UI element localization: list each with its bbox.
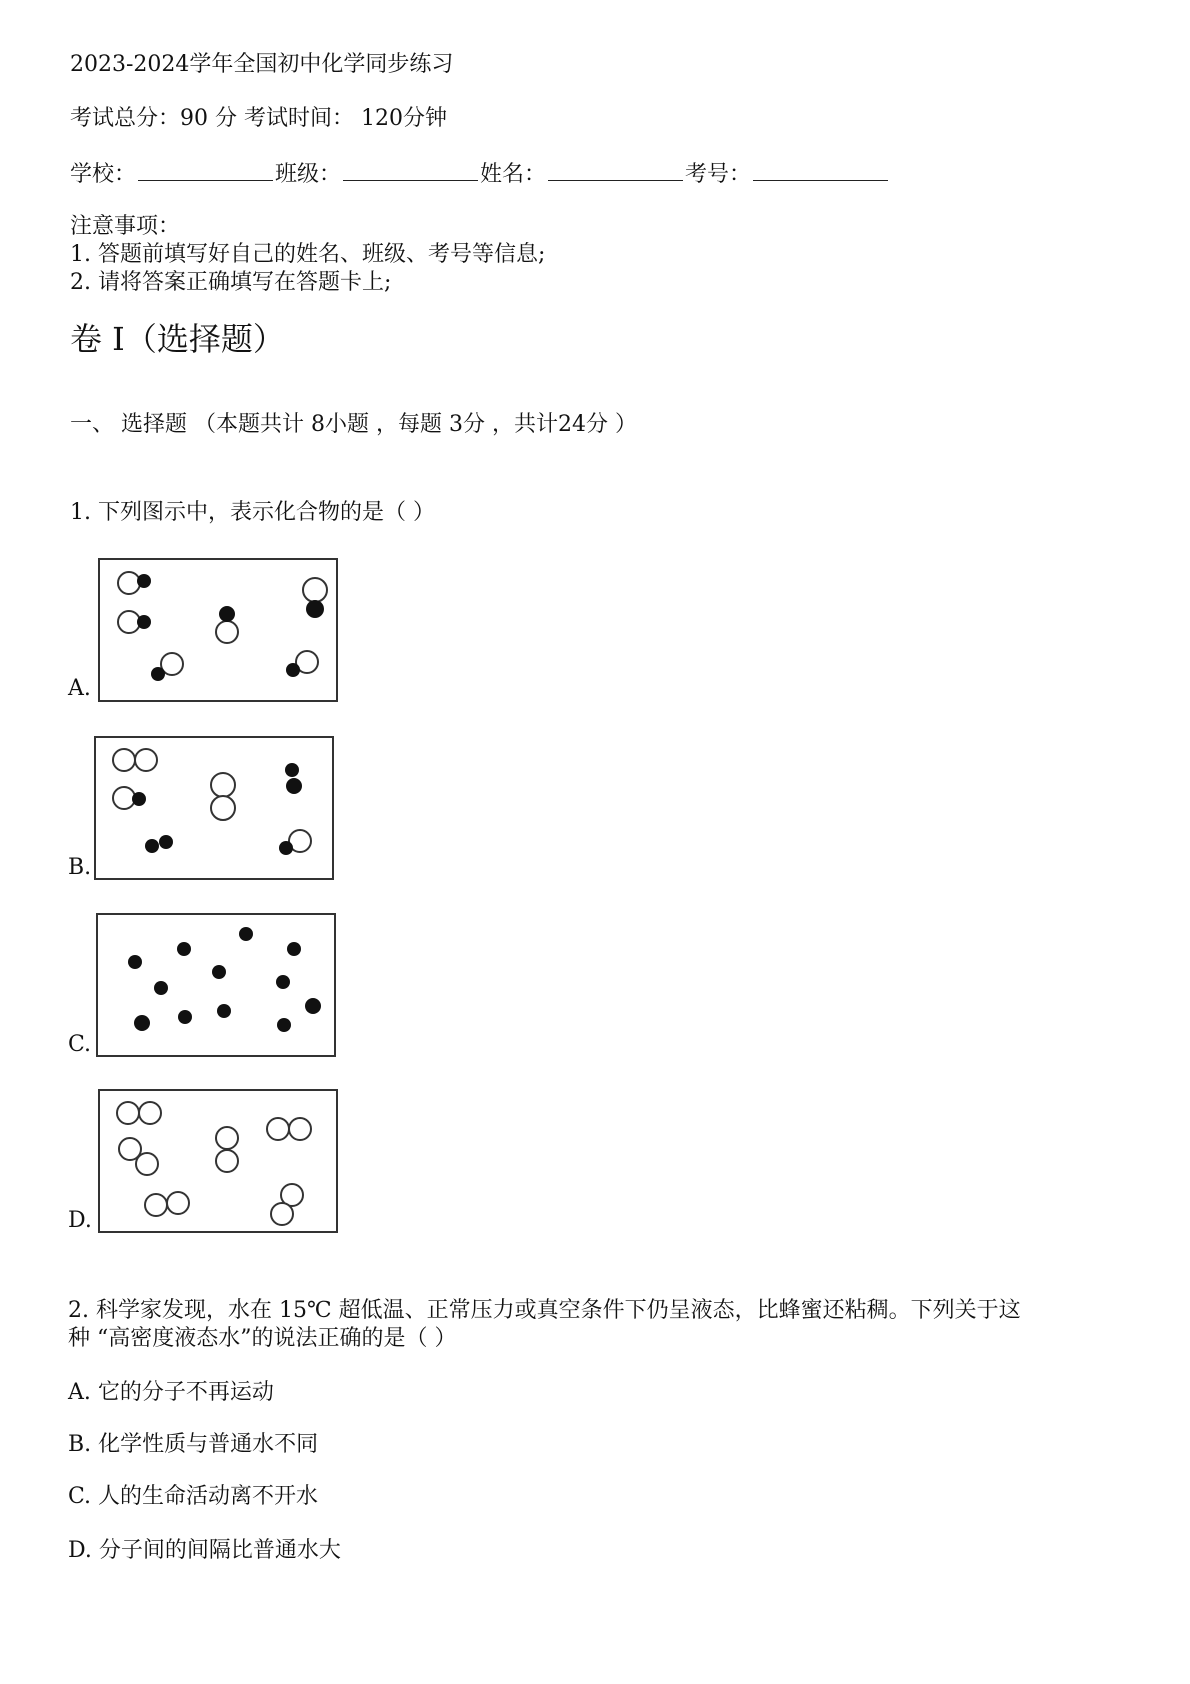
exam-number-field[interactable] bbox=[753, 160, 888, 181]
class-label: 班级： bbox=[275, 162, 342, 187]
section-title: 一、 选择题 （本题共计 8小题 ，每题 3分 ，共计24分 ） bbox=[70, 412, 637, 437]
school-field[interactable] bbox=[138, 160, 273, 181]
option-b-letter: B. bbox=[68, 855, 92, 880]
class-field[interactable] bbox=[343, 160, 478, 181]
volume-title: 卷 I（选择题） bbox=[70, 320, 285, 358]
notice-title: 注意事项： bbox=[70, 214, 181, 239]
name-field[interactable] bbox=[548, 160, 683, 181]
school-label: 学校： bbox=[70, 162, 137, 187]
question-2-stem-line1: 2. 科学家发现，水在 15℃ 超低温、正常压力或真空条件下仍呈液态，比蜂蜜还粘稠。下列关于这 bbox=[68, 1298, 1021, 1323]
question-2-option-a[interactable]: A. 它的分子不再运动 bbox=[68, 1380, 274, 1405]
option-a-letter: A. bbox=[68, 676, 91, 701]
molecule-diagram-a-icon[interactable] bbox=[98, 558, 338, 702]
question-2-option-d[interactable]: D. 分子间的间隔比普通水大 bbox=[68, 1538, 341, 1563]
molecule-diagram-b-icon[interactable] bbox=[94, 736, 334, 880]
question-2-option-b[interactable]: B. 化学性质与普通水不同 bbox=[68, 1432, 319, 1457]
molecule-diagram-c-icon[interactable] bbox=[96, 913, 336, 1057]
question-2-stem-line2: 种 “高密度液态水”的说法正确的是（ ） bbox=[68, 1326, 457, 1351]
exam-info: 考试总分：90 分 考试时间： 120分钟 bbox=[70, 106, 447, 131]
name-label: 姓名： bbox=[480, 162, 547, 187]
exam-title: 2023-2024学年全国初中化学同步练习 bbox=[70, 52, 454, 77]
option-c-letter: C. bbox=[68, 1032, 92, 1057]
notice-item: 2. 请将答案正确填写在答题卡上; bbox=[70, 270, 392, 295]
question-2-option-c[interactable]: C. 人的生命活动离不开水 bbox=[68, 1484, 319, 1509]
question-1-stem: 1. 下列图示中，表示化合物的是（ ） bbox=[70, 500, 435, 525]
option-d-letter: D. bbox=[68, 1208, 92, 1233]
exam-number-label: 考号： bbox=[685, 162, 752, 187]
notice-item: 1. 答题前填写好自己的姓名、班级、考号等信息; bbox=[70, 242, 546, 267]
student-info-row bbox=[70, 160, 890, 188]
molecule-diagram-d-icon[interactable] bbox=[98, 1089, 338, 1233]
